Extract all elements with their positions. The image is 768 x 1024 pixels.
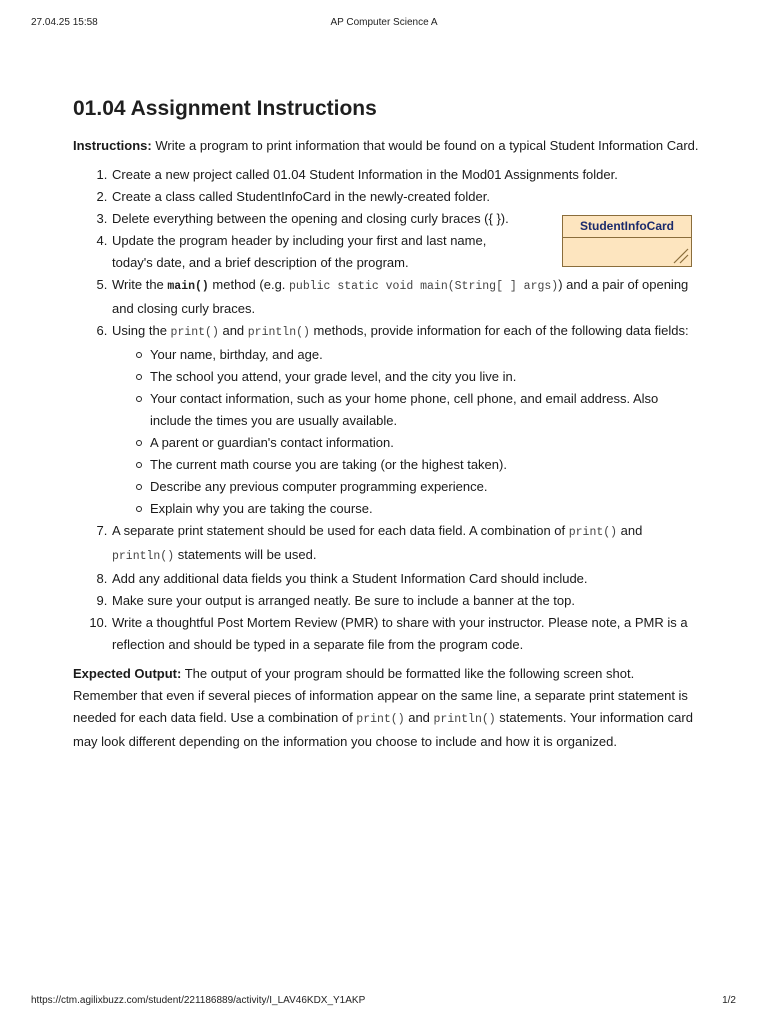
page-title: 01.04 Assignment Instructions <box>73 97 377 120</box>
expected-code-print: print() <box>356 713 405 726</box>
step-6-pre: Using the <box>112 323 171 338</box>
step-5-code-main: main() <box>167 280 209 293</box>
data-fields-list <box>112 344 699 520</box>
step-5-mid: method (e.g. <box>208 277 290 292</box>
step-8: 8. Add any additional data fields you think a Student Information Card should include. <box>111 568 699 590</box>
data-field-item: The school you attend, your grade level, and the city you live in. <box>150 366 699 388</box>
instructions-paragraph <box>73 135 699 157</box>
step-5 <box>111 274 699 320</box>
step-5-post: ) and a pair of opening and closing curly braces. <box>112 277 689 316</box>
step-10: 10. Write a thoughtful Post Mortem Review (PMR) to share with your instructor. Please note, a PMR is a reflection and should be typed in a separate file from the program code. <box>111 612 699 656</box>
page-number: 1/2 <box>722 995 736 1006</box>
data-field-item: The current math course you are taking (or the highest taken). <box>150 454 699 476</box>
data-field-item: Describe any previous computer programming experience. <box>150 476 699 498</box>
step-6-code-println: println() <box>247 326 310 339</box>
step-6-post: methods, provide information for each of the following data fields: <box>309 323 689 338</box>
expected-output-paragraph <box>73 663 699 753</box>
step-6-mid: and <box>218 323 248 338</box>
step-7 <box>111 520 699 568</box>
uml-class-name: StudentInfoCard <box>563 216 691 238</box>
step-7-pre: A separate print statement should be used for each data field. A combination of <box>112 523 569 538</box>
uml-class-diagram <box>562 215 692 267</box>
print-header-title: AP Computer Science A <box>330 17 438 28</box>
step-7-post: statements will be used. <box>174 547 317 562</box>
step-9: 9. Make sure your output is arranged neatly. Be sure to include a banner at the top. <box>111 590 699 612</box>
step-1: 1. Create a new project called 01.04 Student Information in the Mod01 Assignments folder. <box>111 164 699 186</box>
step-4: 4. Update the program header by including your first and last name, today's date, and a brief description of the program. <box>111 230 699 274</box>
step-6 <box>111 320 699 520</box>
step-5-code-signature: public static void main(String[ ] args) <box>289 280 559 293</box>
step-6-code-print: print() <box>170 326 219 339</box>
assignment-content <box>73 95 699 753</box>
instructions-text: Write a program to print information that would be found on a typical Student Information Card. <box>151 138 699 153</box>
data-field-item: Explain why you are taking the course. <box>150 498 699 520</box>
data-field-item: A parent or guardian's contact information. <box>150 432 699 454</box>
step-2: 2. Create a class called StudentInfoCard in the newly-created folder. <box>111 186 699 208</box>
resize-corner-icon <box>671 246 689 264</box>
step-3: 3. Delete everything between the opening and closing curly braces ({ }). <box>111 208 699 230</box>
data-field-item: Your contact information, such as your home phone, cell phone, and email address. Also include the times you are usually available. <box>150 388 699 432</box>
expected-text-2: statements. Your information card may look different depending on the information you choose to include and how it is organized. <box>73 710 693 749</box>
print-date: 27.04.25 15:58 <box>31 17 98 28</box>
instructions-label: Instructions: <box>73 138 152 153</box>
expected-text-1: The output of your program should be formatted like the following screen shot. Remember that even if several pieces of information appear on the same line, a separate print statement is needed for each data field. Use a combination of <box>73 666 688 725</box>
step-7-mid: and <box>617 523 643 538</box>
step-7-code-print: print() <box>568 526 618 539</box>
expected-mid: and <box>404 710 434 725</box>
expected-code-println: println() <box>433 713 496 726</box>
expected-output-label: Expected Output: <box>73 666 182 681</box>
step-7-code-println: println() <box>112 550 175 563</box>
page-url: https://ctm.agilixbuzz.com/student/221186889/activity/I_LAV46KDX_Y1AKP <box>31 995 366 1006</box>
step-5-pre: Write the <box>112 277 168 292</box>
data-field-item: Your name, birthday, and age. <box>150 344 699 366</box>
